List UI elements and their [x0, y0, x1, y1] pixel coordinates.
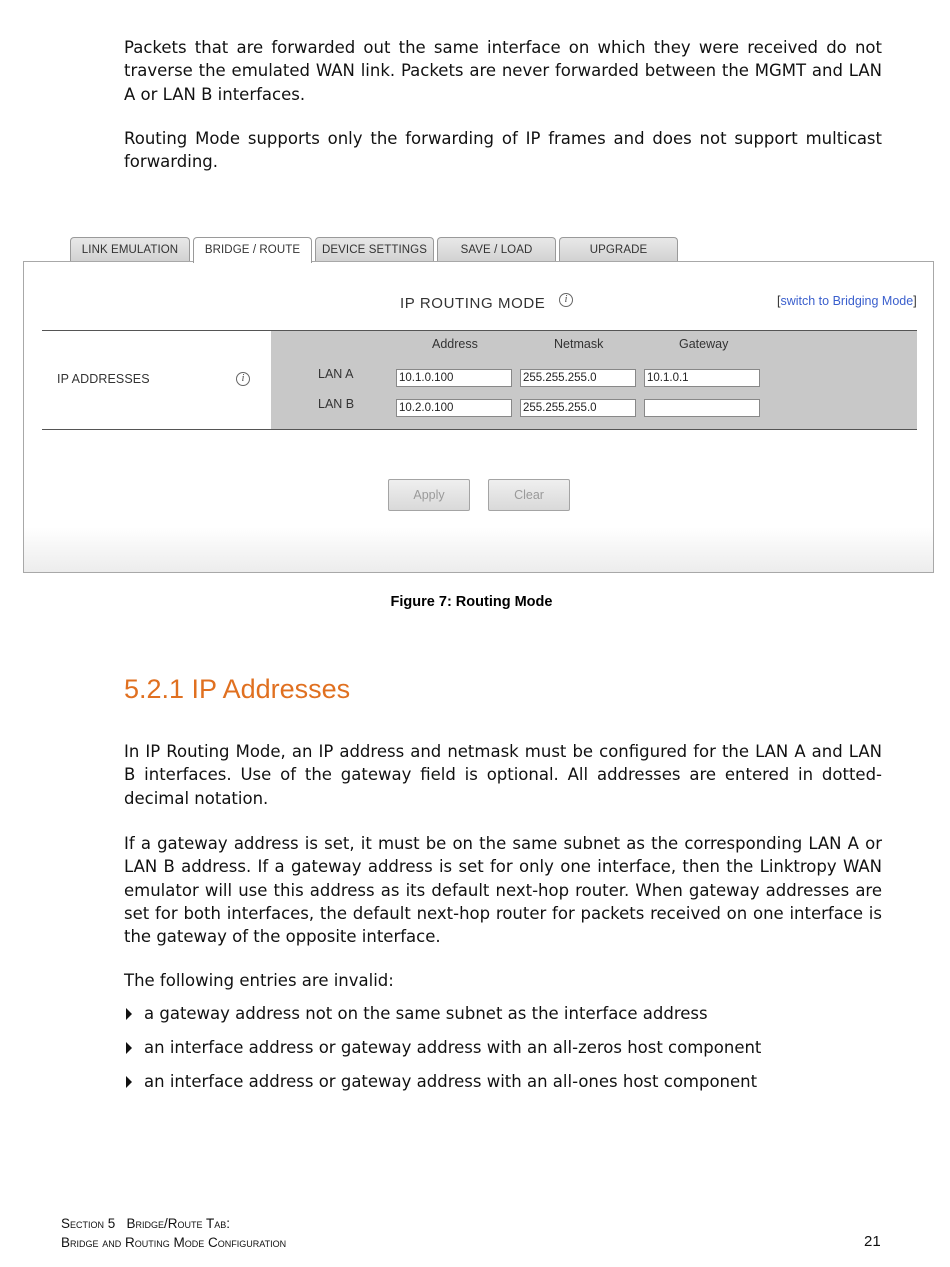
clear-button[interactable]: Clear: [488, 479, 570, 511]
invalid-entries-list: [124, 1002, 882, 1104]
column-header-netmask: Netmask: [554, 337, 604, 351]
section-paragraph-3: The following entries are invalid:: [124, 971, 394, 990]
bullet-arrow-icon: [126, 1076, 132, 1088]
list-item: [124, 1036, 882, 1070]
row-label-lan-b: LAN B: [318, 397, 355, 411]
page-number: 21: [864, 1233, 881, 1250]
mode-title: IP ROUTING MODE: [400, 295, 546, 312]
section-heading: 5.2.1 IP Addresses: [124, 674, 351, 704]
switch-to-bridging-link[interactable]: [777, 294, 917, 308]
column-header-address: Address: [432, 337, 478, 351]
ip-addresses-label: IP ADDRESSES: [57, 372, 150, 386]
list-item: [124, 1070, 882, 1104]
tab-link-emulation[interactable]: LINK EMULATION: [70, 237, 190, 261]
bracket-close: ]: [913, 294, 917, 308]
switch-link-label[interactable]: switch to Bridging Mode: [780, 294, 914, 308]
lan-a-address-field[interactable]: [396, 369, 512, 387]
intro-paragraph-1: Packets that are forwarded out the same interface on which they were received do not traverse the emulated WAN link. Packets are never forwarded between the MGMT and LAN A or LAN B interfaces.: [124, 38, 882, 104]
lan-a-netmask-field[interactable]: [520, 369, 636, 387]
bracket-open: [: [777, 294, 781, 308]
apply-button[interactable]: Apply: [388, 479, 470, 511]
intro-paragraph-2: Routing Mode supports only the forwarding of IP frames and does not support multicast forwarding.: [124, 129, 882, 172]
list-item-text: a gateway address not on the same subnet as the interface address: [144, 1004, 708, 1023]
section-paragraph-2: If a gateway address is set, it must be on the same subnet as the corresponding LAN A or LAN B address. If a gateway address is set for only one interface, then the Linktropy WAN emulator will use this address as its default next-hop router. When gateway addresses are set for both interfaces, the default next-hop router for packets received on one interface is the gateway of the opposite interface.: [124, 834, 882, 947]
bullet-arrow-icon: [126, 1008, 132, 1020]
page-footer: [61, 1214, 286, 1252]
tab-upgrade[interactable]: UPGRADE: [559, 237, 678, 261]
lan-b-netmask-field[interactable]: [520, 399, 636, 417]
info-icon[interactable]: i: [559, 293, 573, 307]
bullet-arrow-icon: [126, 1042, 132, 1054]
tab-device-settings[interactable]: DEVICE SETTINGS: [315, 237, 434, 261]
tab-save-load[interactable]: SAVE / LOAD: [437, 237, 556, 261]
lan-a-gateway-field[interactable]: [644, 369, 760, 387]
list-item: [124, 1002, 882, 1036]
figure-caption: Figure 7: Routing Mode: [390, 594, 553, 610]
footer-line-2: Bridge and Routing Mode Configuration: [61, 1235, 287, 1250]
section-paragraph-1: In IP Routing Mode, an IP address and netmask must be configured for the LAN A and LAN B interfaces. Use of the gateway field is optional. All addresses are entered in dotted-decimal notation.: [124, 742, 882, 808]
tab-bridge-route[interactable]: BRIDGE / ROUTE: [193, 237, 312, 263]
lan-b-gateway-field[interactable]: [644, 399, 760, 417]
info-icon[interactable]: i: [236, 372, 250, 386]
list-item-text: an interface address or gateway address with an all-zeros host component: [144, 1038, 762, 1057]
list-item-text: an interface address or gateway address with an all-ones host component: [144, 1072, 758, 1091]
column-header-gateway: Gateway: [679, 337, 729, 351]
lan-b-address-field[interactable]: [396, 399, 512, 417]
footer-line-1: Section 5 Bridge/Route Tab:: [61, 1216, 231, 1231]
row-label-lan-a: LAN A: [318, 367, 354, 381]
divider-bottom: [42, 429, 917, 430]
